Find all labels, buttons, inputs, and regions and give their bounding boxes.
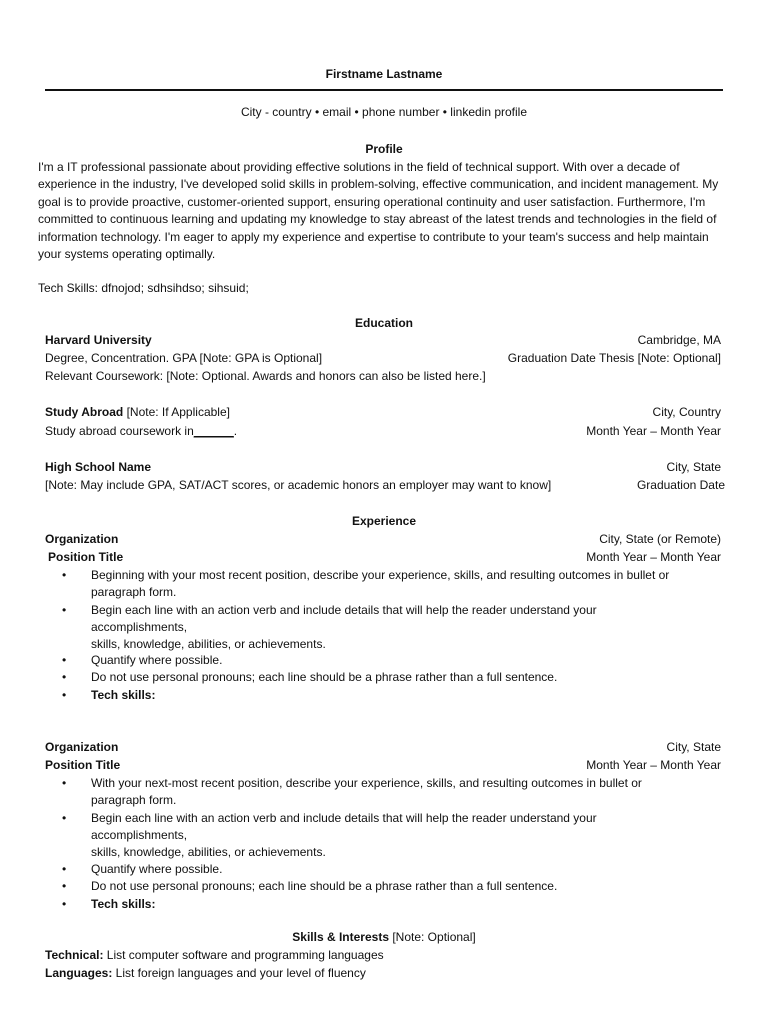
bullet-dot: • [62,688,67,702]
harvard-graduation: Graduation Date Thesis [Note: Optional] [507,351,721,365]
abroad-location: City, Country [652,405,721,419]
profile-heading: Profile [365,142,403,156]
bullet-dot: • [62,897,67,911]
resume-page: Firstname Lastname City - country • email • phone number • linkedin profile Profile I'm a IT professional passionate about providing effective solutions in the field of technical support. With over a decade of experience in the industry, I've developed solid skills in problem-solving, effective communication, and incident management. My goal is to provide proactive, customer-oriented support, ensuring operational continuity and user satisfaction. Furthermore, I'm committed to continuous learning and updating my knowledge to stay abreast of the latest trends and technologies in the field of information technology. I'm eager to apply my experience and expertise to contribute to your team's success and help maintain your systems operating optimally. Tech Skills: dfnojod; sdhsihdso; sihsuid; Education Harvard University Cambridge, MA Degree, Concentration. GPA [Note: GPA is Optional] Graduation Date Thesis [Note: Optional] Relevant Coursework: [Note: Optional. Awards and honors can also be listed here.] Study Abroad [Note: If Applicable] City, Country Study abroad coursework in______. Month Year – Month Year High School Name City, State [Note: May include GPA, SAT/ACT scores, or academic honors an employer may want to know] Graduation Date Experience Organization City, State (or Remote) Position Title Month Year – Month Year • Beginning with your most recent position, describe your experience, skills, and resulting outcomes in bullet or paragraph form. • Begin each line with an action verb and include details that will help the reader understand your accomplishments, skills, knowledge, abilities, or achievements. • Quantify where possible. • Do not use personal pronouns; each line should be a phrase rather than a full sentence. • Tech skills: Organization City, State Position Title Month Year – Month Year • With your next-most recent position, describe your experience, skills, and resulting outcomes in bullet or paragraph form. • Begin each line with an action verb and include details that will help the reader understand your accomplishments, skills, knowledge, abilities, or achievements. • Quantify where possible. • Do not use personal pronouns; each line should be a phrase rather than a full sentence. • Tech skills: Skills & Interests [Note: Optional] Technical: List computer software and programming languages Languages: List foreign languages and your level of fluency [0,0,768,1024]
education-heading: Education [354,316,413,330]
skills-heading: Skills & Interests [Note: Optional] [292,930,476,944]
job-2-org-row [45,739,721,757]
abroad-blank: ______ [193,424,234,438]
bullet-dot: • [62,879,67,893]
abroad-coursework-row [45,423,721,441]
bullet-dot: • [62,603,67,617]
job-1-dates: Month Year – Month Year [586,550,721,564]
harvard-coursework-row [45,368,721,386]
highschool-location: City, State [666,460,721,474]
harvard-degree: Degree, Concentration. GPA [Note: GPA is Optional] [45,351,323,365]
job-1-location: City, State (or Remote) [599,532,721,546]
profile-tech-skills: Tech Skills: dfnojod; sdhsihdso; sihsuid; [38,281,249,295]
languages-label: Languages: [45,966,113,980]
highschool-note: [Note: May include GPA, SAT/ACT scores, or academic honors an employer may want to know] [45,478,552,492]
contact-line: City - country • email • phone number • linkedin profile [240,105,528,119]
abroad-title: Study Abroad [45,405,124,419]
job-1-position-row [45,549,721,567]
header-divider [45,89,723,91]
job-2-dates: Month Year – Month Year [586,758,721,772]
bullet-dot: • [62,862,67,876]
technical-label: Technical: [45,948,104,962]
bullet-dot: • [62,653,67,667]
abroad-period: . [233,424,238,438]
languages-text: List foreign languages and your level of fluency [112,966,366,980]
abroad-coursework-group [45,423,237,440]
skills-languages-row [45,965,721,983]
harvard-coursework: Relevant Coursework: [Note: Optional. Awards and honors can also be listed here.] [45,369,486,383]
technical-text: List computer software and programming languages [103,948,384,962]
job-2-location: City, State [666,740,721,754]
harvard-location: Cambridge, MA [637,333,721,347]
bullet-dot: • [62,811,67,825]
skills-technical-row [45,947,721,965]
job-2-position-row [45,757,721,775]
abroad-title-group [45,404,230,421]
job-1-position: Position Title [48,550,124,564]
experience-heading: Experience [351,514,417,528]
harvard-row [45,332,721,350]
bullet-dot: • [62,568,67,582]
job-2-position: Position Title [45,758,121,772]
harvard-school: Harvard University [45,333,152,347]
job-2-organization: Organization [45,740,119,754]
abroad-coursework: Study abroad coursework in [45,424,194,438]
abroad-dates: Month Year – Month Year [586,424,721,438]
bullet-dot: • [62,776,67,790]
highschool-row [45,459,721,477]
abroad-row [45,404,721,422]
abroad-note: [Note: If Applicable] [123,405,230,419]
job-1-org-row [45,531,721,549]
bullet-dot: • [62,670,67,684]
highschool-graduation: Graduation Date [636,478,725,492]
harvard-degree-row [45,350,721,368]
job-1-organization: Organization [45,532,119,546]
profile-text: I'm a IT professional passionate about providing effective solutions in the field of technical support. With over a decade of experience in the industry, I've developed solid skills in problem-solving, effective communication, and incident management. My goal is to provide proactive, customer-oriented support, ensuring operational continuity and user satisfaction. Furthermore, I'm committed to continuous learning and updating my knowledge to stay abreast of the latest trends and technologies in the field of information technology. I'm eager to apply my experience and expertise to contribute to your team's success and help maintain your systems operating optimally. [38,160,719,262]
highschool-note-row [45,477,725,495]
highschool-name: High School Name [45,460,152,474]
candidate-name: Firstname Lastname [325,67,443,81]
